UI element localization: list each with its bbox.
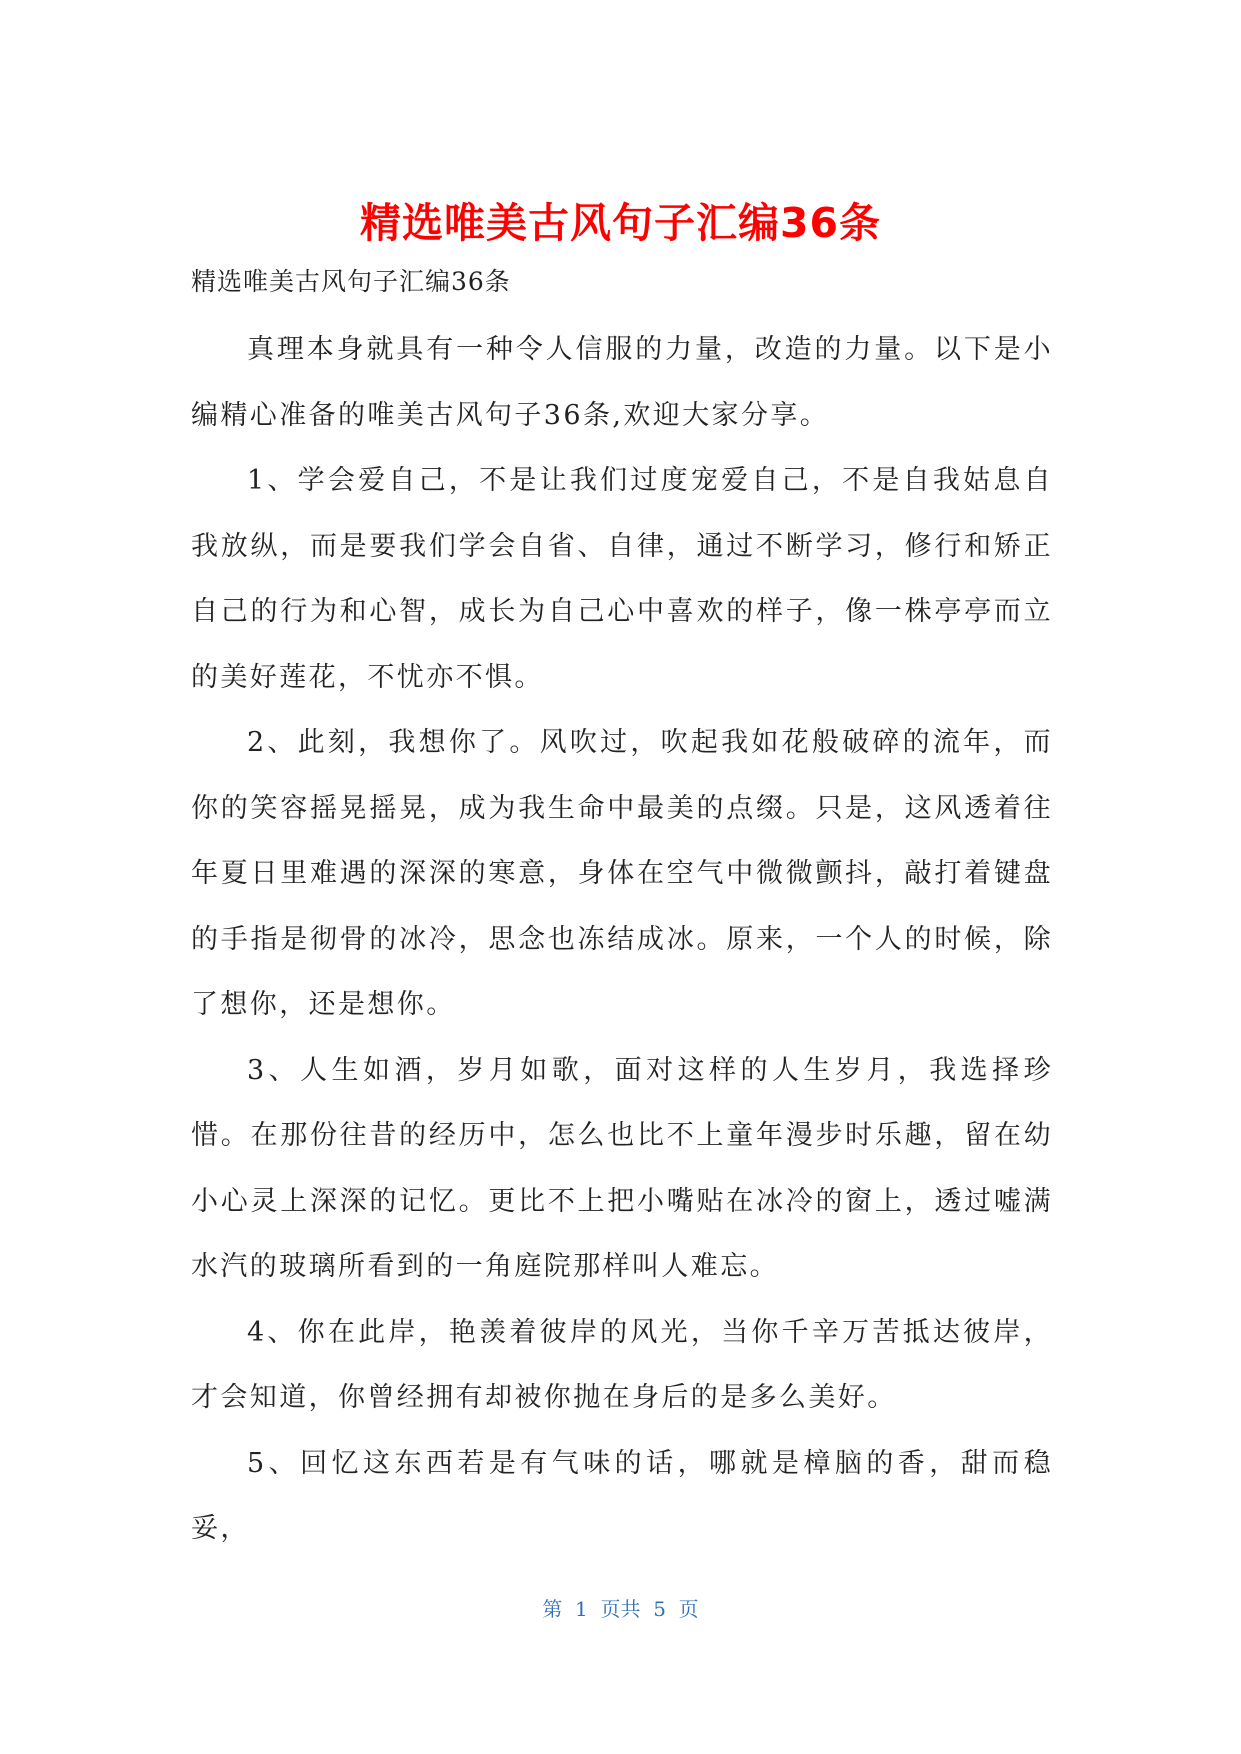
- sentence-paragraph-3: 3、人生如酒，岁月如歌，面对这样的人生岁月，我选择珍惜。在那份往昔的经历中，怎么也比不上童年漫步时乐趣，留在幼小心灵上深深的记忆。更比不上把小嘴贴在冰冷的窗上，透过嘘满水汽的玻璃所看到的一角庭院那样叫人难忘。: [191, 1054, 1053, 1282]
- sentence-paragraph-1: 1、学会爱自己，不是让我们过度宠爱自己，不是自我姑息自我放纵，而是要我们学会自省、自律，通过不断学习，修行和矫正自己的行为和心智，成长为自己心中喜欢的样子，像一株亭亭而立的美好莲花，不忧亦不惧。: [191, 465, 1053, 693]
- sentence-paragraph-5: 5、回忆这东西若是有气味的话，哪就是樟脑的香，甜而稳妥，: [191, 1447, 1053, 1544]
- document-subtitle: 精选唯美古风句子汇编36条: [191, 267, 511, 296]
- document-body: [191, 262, 1053, 1562]
- page-number-footer: 第 1 页共 5 页: [542, 1597, 699, 1621]
- intro-paragraph: 真理本身就具有一种令人信服的力量，改造的力量。以下是小编精心准备的唯美古风句子36条,欢迎大家分享。: [191, 334, 1053, 431]
- sentence-paragraph-4: 4、你在此岸，艳羡着彼岸的风光，当你千辛万苦抵达彼岸，才会知道，你曾经拥有却被你抛在身后的是多么美好。: [191, 1316, 1053, 1413]
- document-title: 精选唯美古风句子汇编36条: [359, 199, 882, 247]
- sentence-paragraph-2: 2、此刻，我想你了。风吹过，吹起我如花般破碎的流年，而你的笑容摇晃摇晃，成为我生命中最美的点缀。只是，这风透着往年夏日里难遇的深深的寒意，身体在空气中微微颤抖，敲打着键盘的手指是彻骨的冰冷，思念也冻结成冰。原来，一个人的时候，除了想你，还是想你。: [191, 727, 1053, 1020]
